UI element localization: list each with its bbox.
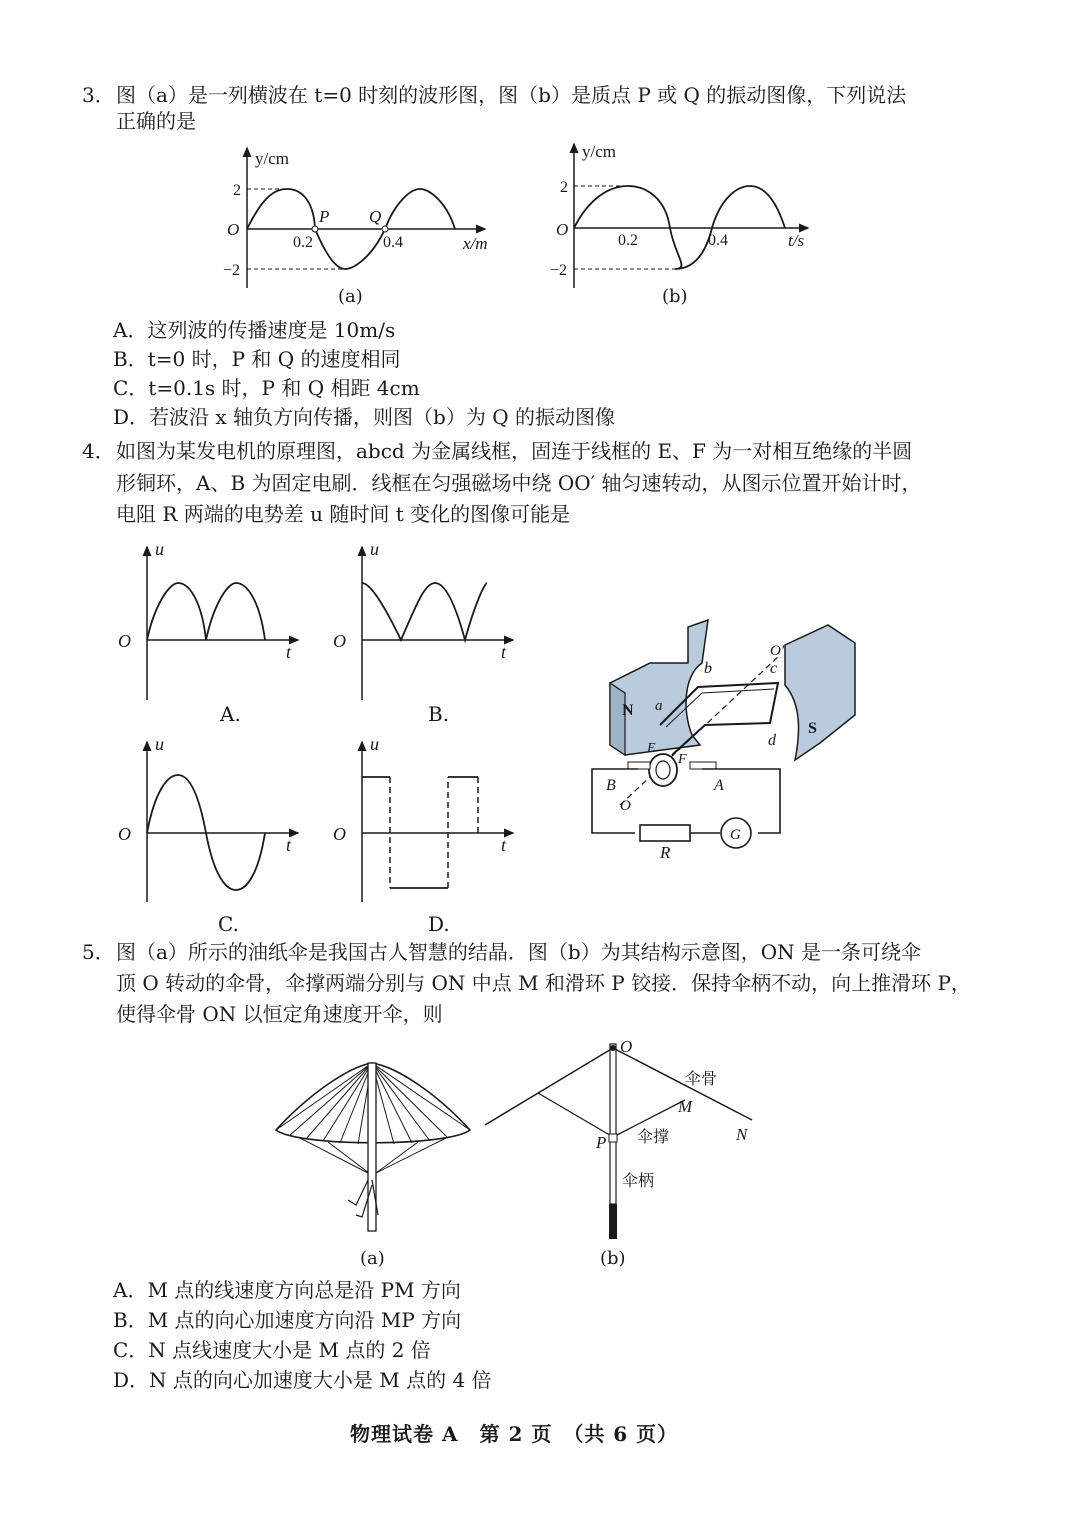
page-footer: 物理试卷 A 第 2 页 （共 6 页） [350, 1422, 679, 1446]
brush-a [690, 762, 716, 769]
q3b-ymax: 2 [560, 179, 568, 196]
q4-graph-b [325, 535, 525, 710]
q4-graph-a [110, 535, 310, 710]
label-g: G [730, 827, 741, 843]
label-n: N [622, 702, 634, 719]
q4-stem-line2: 形铜环，A、B 为固定电刷．线框在匀强磁场中绕 OO′ 轴匀速转动，从图示位置开始计时， [116, 471, 922, 495]
q5-umbrella-illustration [268, 1055, 478, 1240]
q3-number: 3． [82, 83, 115, 107]
q3b-tick-0.2: 0.2 [618, 232, 638, 249]
q3b-ymin: −2 [550, 262, 568, 279]
q4d-u-label: u [370, 734, 379, 754]
q4c-origin: O [118, 824, 131, 844]
q5-structure-diagram [480, 1030, 780, 1245]
q3a-xlabel: x/m [463, 234, 488, 253]
q4d-origin: O [333, 824, 346, 844]
q3-stem-line1: 图（a）是一列横波在 t=0 时刻的波形图，图（b）是质点 P 或 Q 的振动图像，下列说法 [116, 83, 907, 107]
label-e: E [647, 741, 656, 756]
label-b: b [704, 660, 712, 677]
label-rib: 伞骨 [685, 1071, 718, 1088]
resistor-r [640, 825, 690, 841]
q4-number: 4． [82, 439, 115, 463]
q5-option-d[interactable]: D．N 点的向心加速度大小是 M 点的 4 倍 [113, 1368, 492, 1392]
umbrella-handle [610, 1044, 616, 1204]
q3a-tick-0.2: 0.2 [293, 234, 313, 251]
label-s: S [808, 720, 817, 737]
s-pole-magnet [785, 625, 855, 760]
label-f: F [678, 752, 687, 767]
q4b-origin: O [333, 631, 346, 651]
q3a-ymax: 2 [233, 182, 241, 199]
q5-figure-b-caption: (b) [600, 1248, 626, 1269]
q3b-tick-0.4: 0.4 [708, 232, 728, 249]
q3-stem-line2: 正确的是 [116, 109, 196, 133]
q3-option-c[interactable]: C．t=0.1s 时，P 和 Q 相距 4cm [113, 376, 420, 400]
q4c-u-label: u [155, 734, 164, 754]
label-strut: 伞撑 [637, 1129, 670, 1146]
label-brush-a: A [714, 777, 724, 794]
q4-generator-diagram [580, 615, 890, 865]
label-a: a [655, 698, 663, 714]
q3a-point-q: Q [369, 207, 382, 226]
q3-option-b[interactable]: B．t=0 时，P 和 Q 的速度相同 [113, 347, 401, 371]
q4-graph-d [325, 730, 525, 910]
slide-ring-p [609, 1134, 617, 1142]
q5-number: 5． [82, 940, 115, 964]
q5-figure-a-caption: (a) [360, 1248, 385, 1269]
q5-stem-line3: 使得伞骨 ON 以恒定角速度开伞，则 [116, 1002, 443, 1026]
q3-figure-a-caption: (a) [338, 286, 363, 307]
q4b-u-label: u [370, 539, 379, 559]
label-o: O [620, 798, 631, 814]
q4-graph-a-label[interactable]: A. [220, 702, 241, 726]
q3-option-a[interactable]: A．这列波的传播速度是 10m/s [113, 318, 396, 342]
q5-stem-line2: 顶 O 转动的伞骨，伞撑两端分别与 ON 中点 M 和滑环 P 铰接．保持伞柄不动，向上推滑环 P， [116, 971, 971, 995]
label-point-o: O [620, 1037, 633, 1056]
label-o-prime: O′ [770, 643, 785, 659]
q4-stem-line1: 如图为某发电机的原理图，abcd 为金属线框，固连于线框的 E、F 为一对相互绝缘的半圆 [116, 439, 913, 463]
q5-option-b[interactable]: B．M 点的向心加速度方向沿 MP 方向 [113, 1308, 462, 1332]
q4-stem-line3: 电阻 R 两端的电势差 u 随时间 t 变化的图像可能是 [116, 502, 571, 526]
q4-graph-c [110, 730, 310, 910]
label-brush-b: B [606, 777, 616, 794]
q4d-t-label: t [501, 835, 507, 855]
q3a-ymin: −2 [223, 262, 241, 279]
q4b-t-label: t [501, 642, 507, 662]
handle-grip [609, 1204, 617, 1239]
q4-graph-d-label[interactable]: D. [428, 912, 450, 936]
q4c-t-label: t [286, 835, 292, 855]
label-d: d [768, 732, 776, 749]
q3b-xlabel: t/s [788, 231, 805, 250]
q4-graph-b-label[interactable]: B. [428, 702, 450, 726]
q5-stem-line1: 图（a）所示的油纸伞是我国古人智慧的结晶．图（b）为其结构示意图，ON 是一条可绕伞 [116, 940, 921, 964]
q3a-ylabel: y/cm [255, 149, 289, 168]
q4a-u-label: u [155, 539, 164, 559]
label-r: R [660, 843, 671, 862]
q3a-point-p: P [319, 207, 330, 226]
q3b-origin: O [556, 220, 569, 239]
q4a-origin: O [118, 631, 131, 651]
q3-figure-b-caption: (b) [662, 286, 688, 307]
label-point-p: P [596, 1133, 607, 1152]
q4a-t-label: t [286, 642, 292, 662]
label-c: c [770, 660, 778, 677]
q3-option-d[interactable]: D．若波沿 x 轴负方向传播，则图（b）为 Q 的振动图像 [113, 405, 615, 429]
q5-option-c[interactable]: C．N 点线速度大小是 M 点的 2 倍 [113, 1338, 431, 1362]
label-handle: 伞柄 [622, 1173, 655, 1190]
label-point-n: N [736, 1125, 748, 1144]
label-point-m: M [678, 1097, 693, 1116]
q5-option-a[interactable]: A．M 点的线速度方向总是沿 PM 方向 [113, 1278, 461, 1302]
q4-graph-c-label[interactable]: C. [218, 912, 239, 936]
q3a-origin: O [227, 220, 240, 239]
q3a-tick-0.4: 0.4 [383, 234, 403, 251]
q3b-ylabel: y/cm [582, 142, 616, 161]
brush-b [628, 762, 650, 769]
